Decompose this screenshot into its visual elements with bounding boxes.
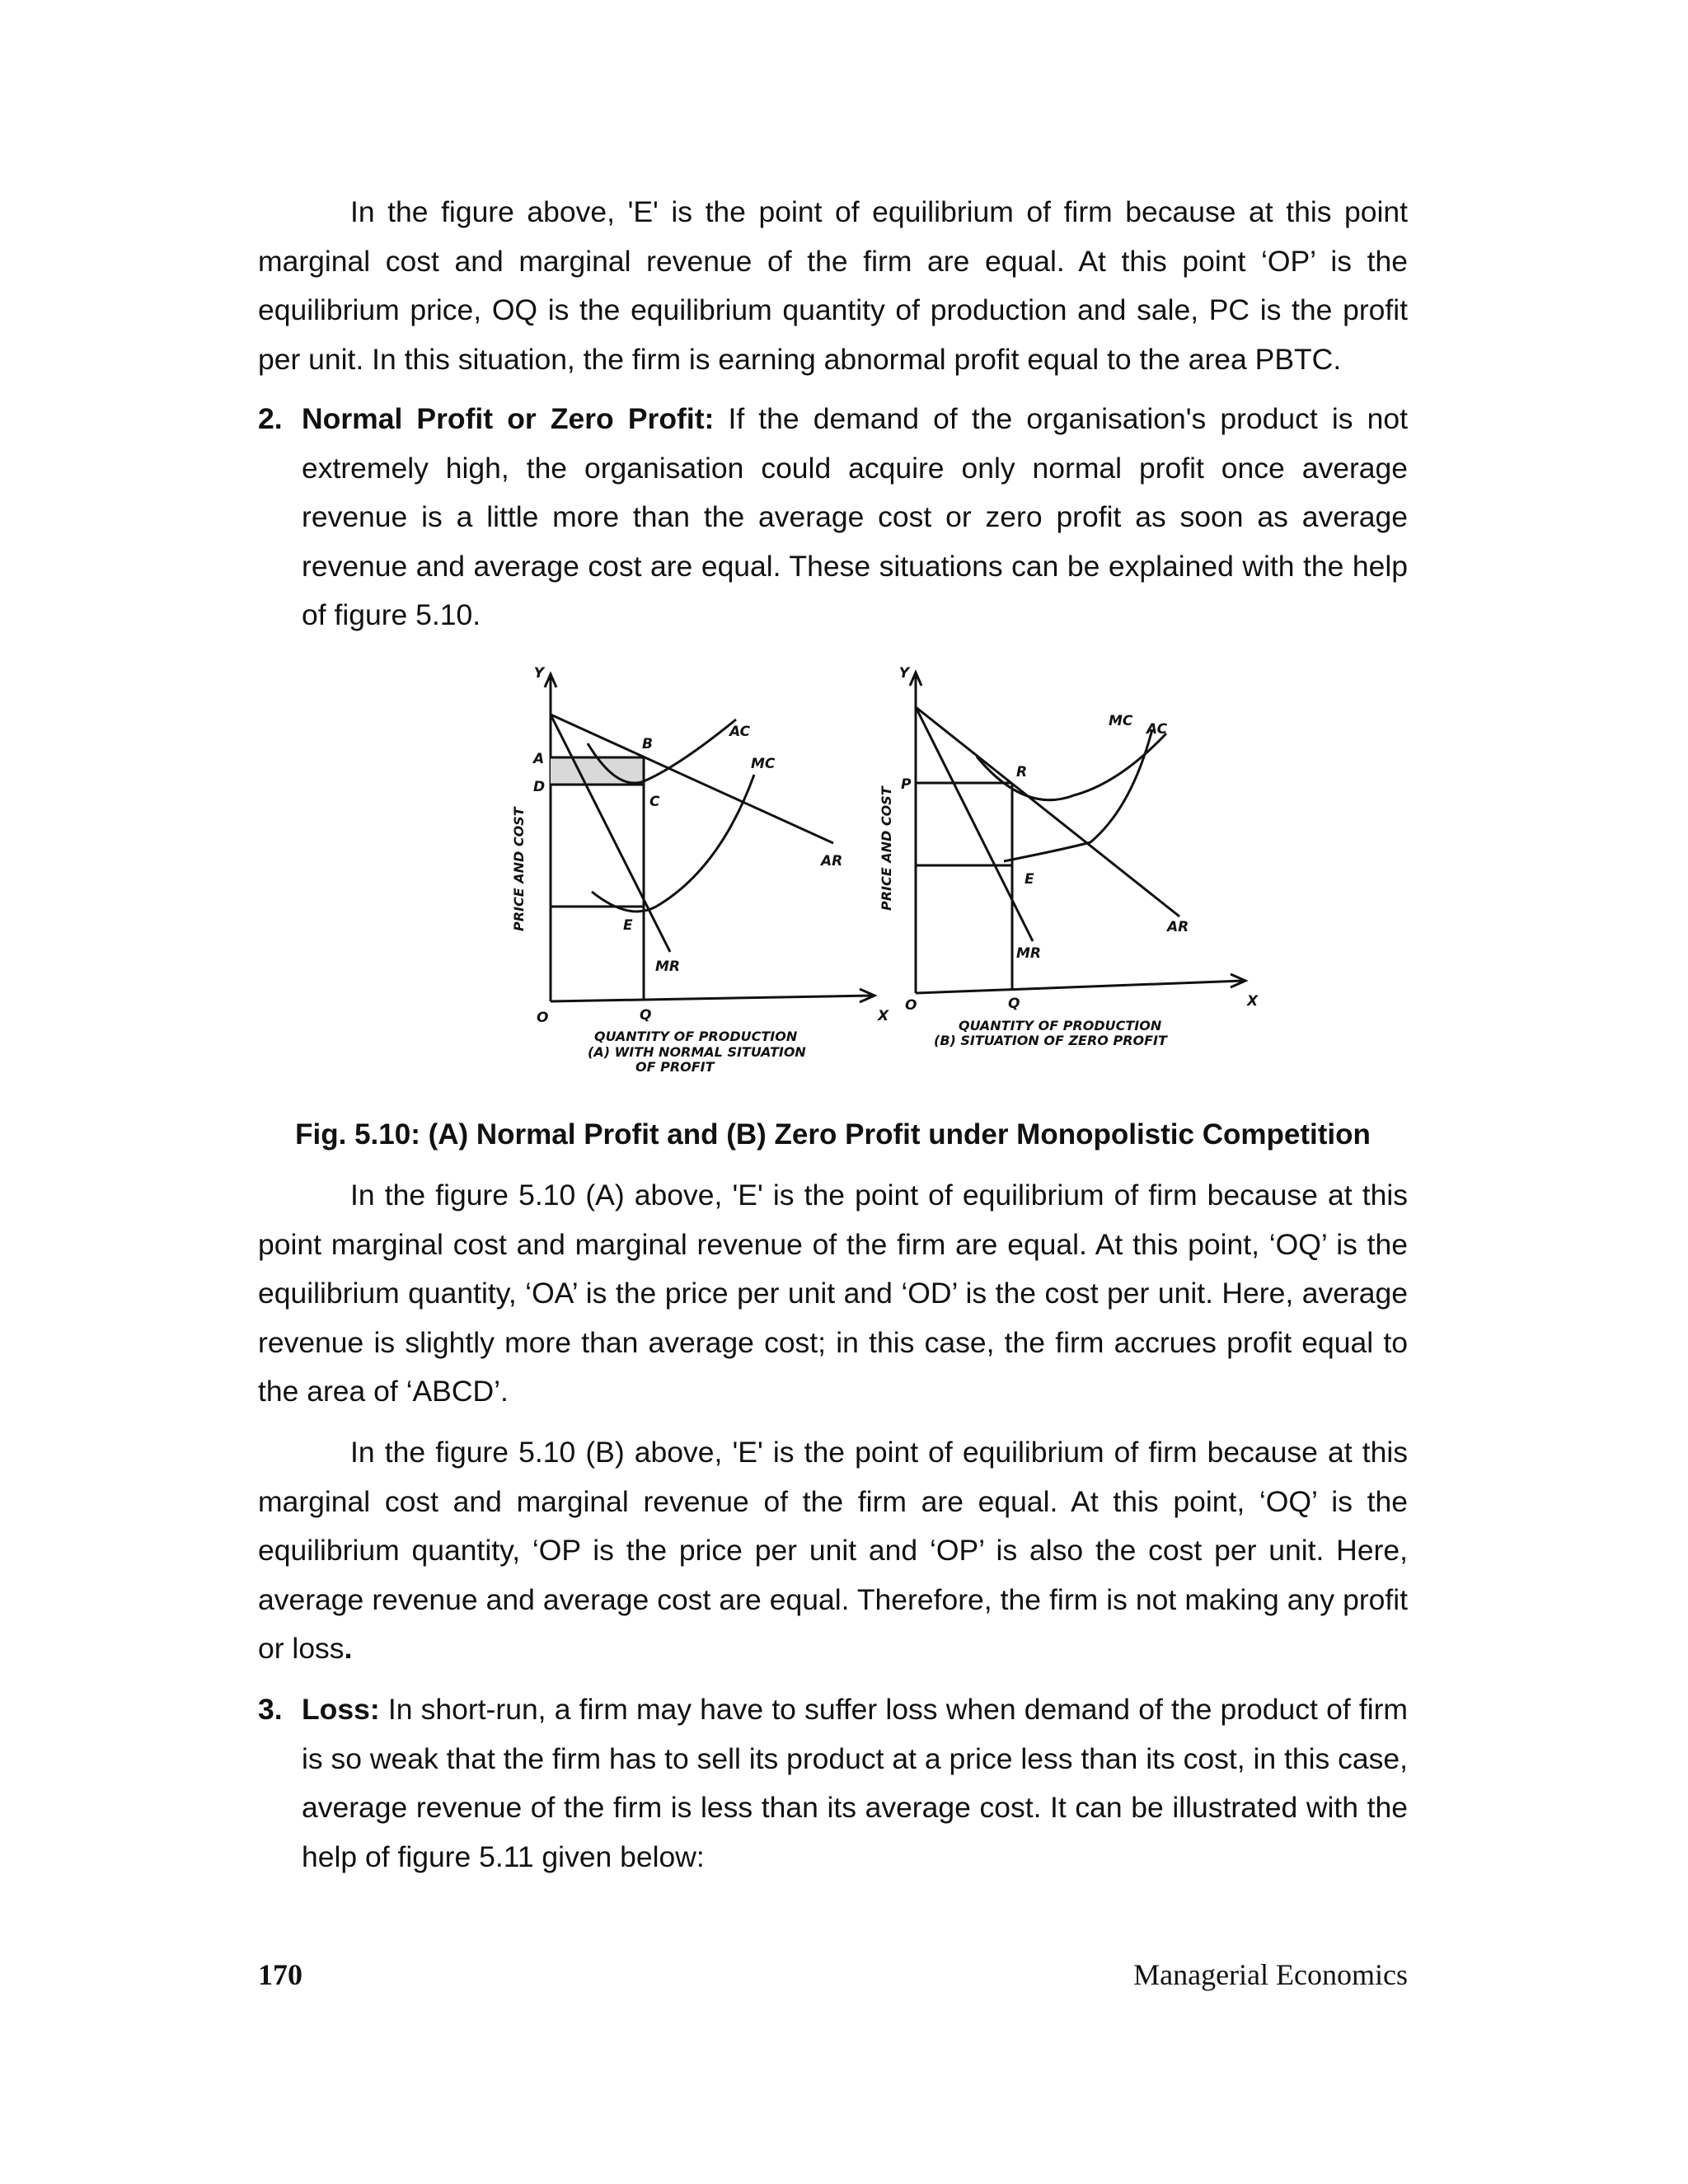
list-item-text: In short-run, a firm may have to suffer loss when demand of the product of firm is so weak that the firm has to sell its product at a price less than its cost, in this case, average revenue of the firm is less than its average cost. It can be illustrated with the help of figure 5.11 given below: xyxy=(302,1693,1408,1873)
panel-b-ar-curve xyxy=(916,707,1179,916)
panel-a-profit-area xyxy=(551,757,644,785)
list-item-loss xyxy=(258,1685,1408,1882)
panel-b-x-axis xyxy=(916,981,1243,993)
panel-b-ac-curve xyxy=(977,733,1166,800)
panel-a-point-e: E xyxy=(623,917,633,934)
book-title: Managerial Economics xyxy=(1133,1958,1408,1991)
list-item-heading: Normal Profit or Zero Profit: xyxy=(302,402,715,435)
panel-b-point-q: Q xyxy=(1008,996,1020,1012)
list-item-number: 2. xyxy=(258,402,283,435)
panel-a-point-b: B xyxy=(642,736,653,752)
panel-a-x-caption-3: OF PROFIT xyxy=(635,1059,715,1075)
list-item-number: 3. xyxy=(258,1693,283,1726)
panel-b-x-caption-1: QUANTITY OF PRODUCTION xyxy=(959,1018,1162,1033)
paragraph-figure-a: In the figure 5.10 (A) above, 'E' is the point of equilibrium of firm because at this point marginal cost and marginal revenue of the firm are equal. At this point, ‘OQ’ is the equilibrium quantity, ‘OA’ is the price per unit and ‘OD’ is the cost per unit. Here, average revenue is slightly more than average cost; in this case, the firm accrues profit equal to the area of ‘ABCD’. xyxy=(258,1179,1408,1408)
panel-b-ac-label: AC xyxy=(1146,721,1168,738)
paragraph-figure-b-text: In the figure 5.10 (B) above, 'E' is the point of equilibrium of firm because at this marginal cost and marginal revenue of the firm are equal. At this point, ‘OQ’ is the equilibrium quantity, ‘OP is the price per unit and ‘OP’ is also the cost per unit. Here, average revenue and average cost are equal. Therefore, the firm is not making any profit or loss xyxy=(258,1436,1408,1665)
panel-b-x-label: X xyxy=(1247,993,1259,1010)
list-item-normal-profit xyxy=(258,395,1408,640)
paragraph-figure-b-period: . xyxy=(344,1632,353,1665)
panel-a-y-axis-title: PRICE AND COST xyxy=(511,807,527,931)
panel-a-x-label: X xyxy=(878,1008,889,1024)
panel-a-ar-label: AR xyxy=(821,853,843,869)
panel-a-y-label: Y xyxy=(533,665,544,682)
panel-b-point-e: E xyxy=(1025,871,1034,888)
paragraph-abnormal-profit: In the figure above, 'E' is the point of equilibrium of firm because at this point marginal cost and marginal revenue of the firm are equal. At this point ‘OP’ is the equilibrium price, OQ is the equilibrium quantity of production and sale, PC is the profit per unit. In this situation, the firm is earning abnormal profit equal to the area PBTC. xyxy=(258,195,1408,376)
figure-caption: Fig. 5.10: (A) Normal Profit and (B) Zero Profit under Monopolistic Competition xyxy=(295,1118,1371,1151)
panel-a-point-q: Q xyxy=(640,1007,652,1024)
panel-a-x-caption-2: (A) WITH NORMAL SITUATION xyxy=(588,1044,806,1060)
panel-a-origin-label: O xyxy=(537,1010,549,1026)
panel-b-mc-label: MC xyxy=(1109,713,1133,729)
panel-b-origin-label: O xyxy=(905,997,917,1014)
panel-b-mr-label: MR xyxy=(1016,945,1042,962)
list-item-heading: Loss: xyxy=(302,1693,380,1726)
panel-a-mc-label: MC xyxy=(751,756,776,772)
panel-a-mr-label: MR xyxy=(655,958,681,975)
panel-b-x-caption-2: (B) SITUATION OF ZERO PROFIT xyxy=(934,1033,1167,1048)
panel-a-ac-label: AC xyxy=(729,724,751,740)
panel-a-x-caption-1: QUANTITY OF PRODUCTION xyxy=(594,1029,798,1044)
panel-a-point-c: C xyxy=(649,794,660,810)
panel-b-point-p: P xyxy=(901,776,912,793)
panel-b-point-r: R xyxy=(1016,764,1028,780)
list-item-text: If the demand of the organisation's product is not extremely high, the organisation could acquire only normal profit once average revenue is a little more than the average cost or zero profit as soon as average revenue and average cost are equal. These situations can be explained with the help of figure 5.10. xyxy=(302,402,1408,631)
page-number: 170 xyxy=(258,1958,302,1991)
panel-b-chart xyxy=(910,673,1245,993)
paragraph-figure-b xyxy=(258,1428,1408,1674)
panel-b-y-axis-title: PRICE AND COST xyxy=(879,786,894,911)
panel-b-y-label: Y xyxy=(898,665,909,682)
panel-a-x-axis xyxy=(551,996,872,1001)
panel-b-ar-label: AR xyxy=(1167,919,1189,935)
figure-5-10 xyxy=(497,659,1265,1098)
panel-a-chart xyxy=(545,674,874,1002)
panel-a-point-a: A xyxy=(533,751,545,767)
panel-a-ac-curve xyxy=(588,719,736,783)
panel-a-point-d: D xyxy=(533,779,546,795)
panel-b-mr-curve xyxy=(916,707,1033,941)
